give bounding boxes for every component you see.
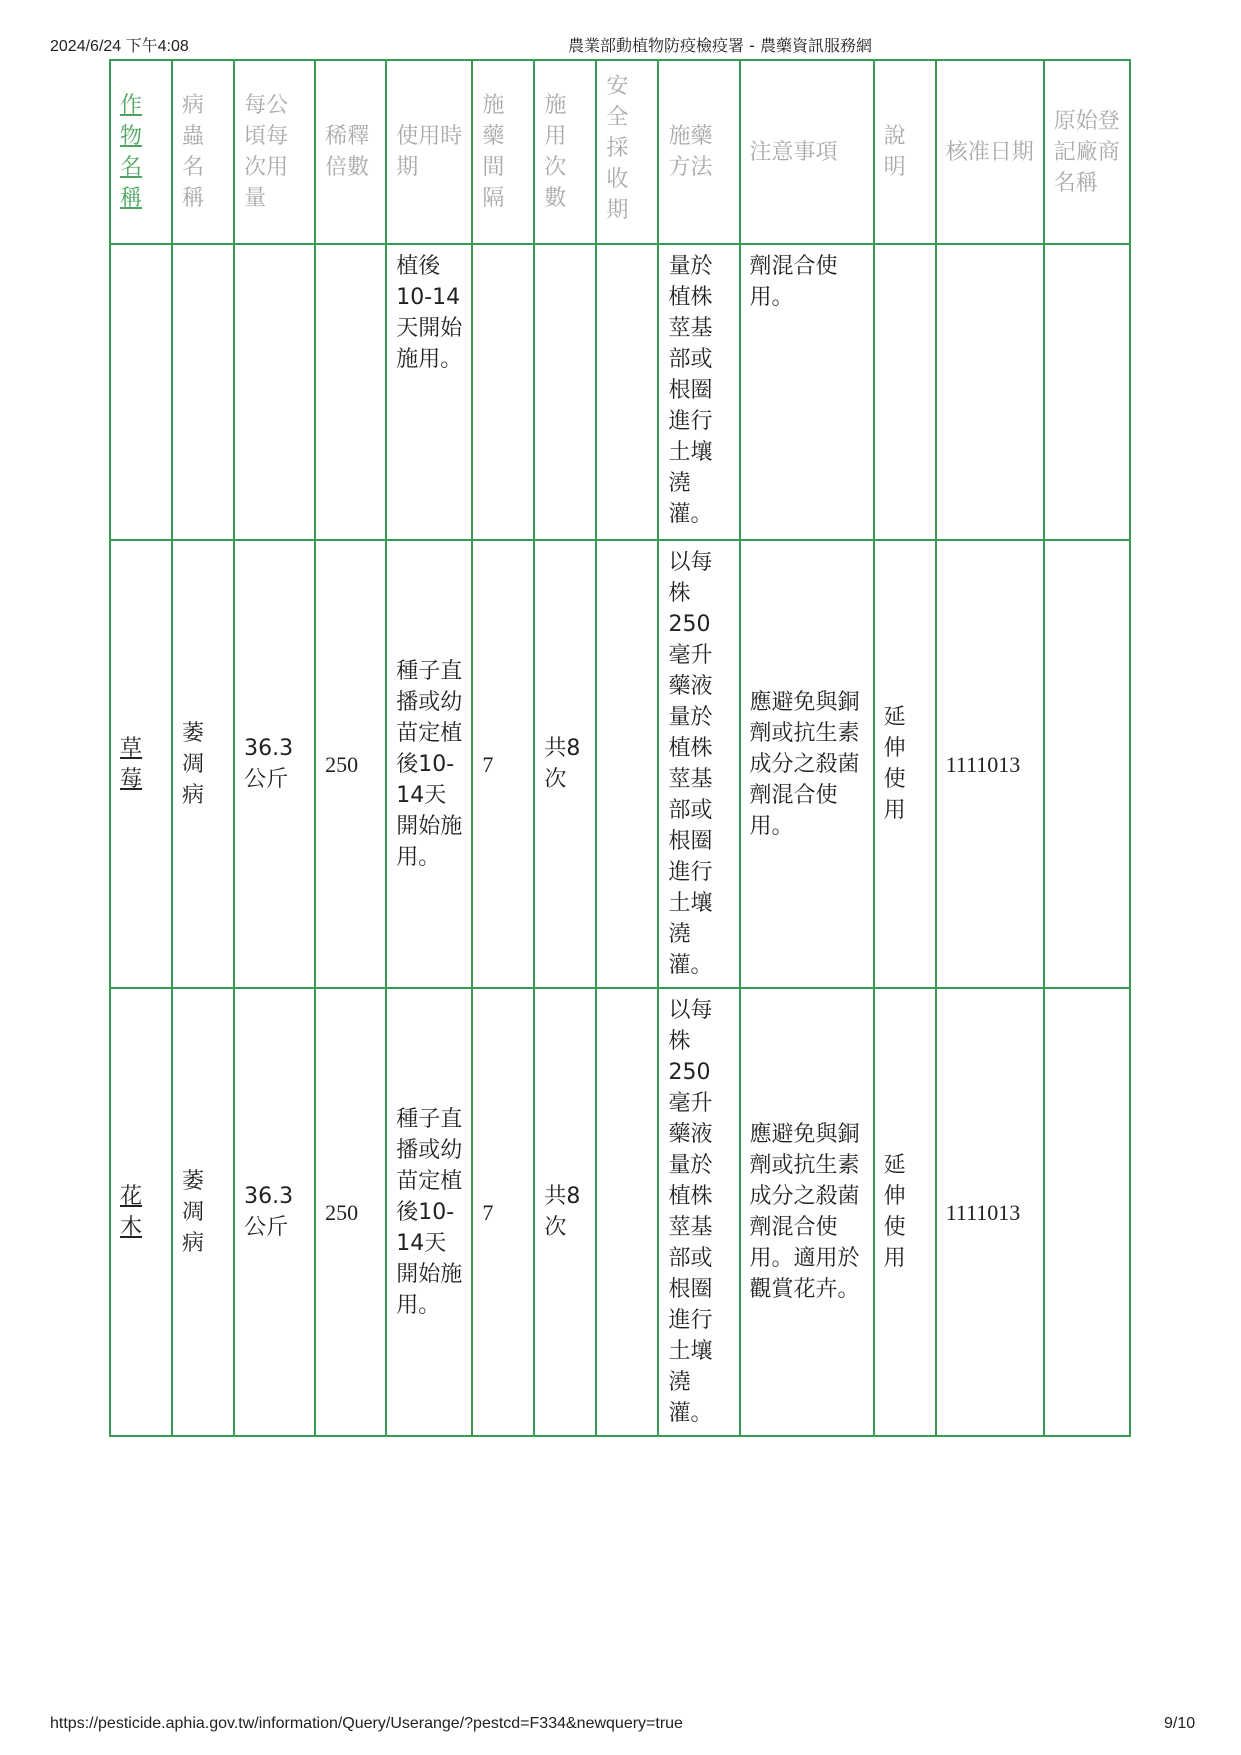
cell-notes: 應避免與銅劑或抗生素成分之殺菌劑混合使用。 [740,540,874,988]
cell-dilution: 250 [315,988,386,1436]
cell-method: 量於植株莖基部或根圈進行土壤澆灌。 [658,244,739,540]
print-datetime: 2024/6/24 下午4:08 [50,38,189,55]
cell-dilution: 250 [315,540,386,988]
header-remark: 說明 [874,60,936,244]
cell-times: 共8次 [534,540,596,988]
header-times: 施用次數 [534,60,596,244]
cell-times: 共8次 [534,988,596,1436]
table-header-row [110,60,1130,244]
cell-pest: 萎凋病 [172,540,234,988]
cell-crop [110,244,172,540]
cell-approval-date [936,244,1044,540]
cell-crop[interactable] [110,540,172,988]
cell-dose: 36.3公斤 [234,988,315,1436]
header-notes: 注意事項 [740,60,874,244]
table-row [110,988,1130,1436]
table-row-continued [110,244,1130,540]
cell-interval: 7 [472,540,534,988]
cell-pest [172,244,234,540]
header-approval-date: 核准日期 [936,60,1044,244]
cell-method: 以每株250毫升藥液量於植株莖基部或根圈進行土壤澆灌。 [658,540,739,988]
header-method: 施藥方法 [658,60,739,244]
print-footer [0,1712,1241,1736]
crop-link[interactable]: 草莓 [120,736,143,792]
cell-interval [472,244,534,540]
cell-registrant [1044,244,1130,540]
header-dose: 每公頃每次用量 [234,60,315,244]
cell-safe-harvest [596,988,658,1436]
header-safe-harvest: 安全採收期 [596,60,658,244]
cell-remark [874,244,936,540]
cell-dose: 36.3公斤 [234,540,315,988]
cell-registrant [1044,988,1130,1436]
cell-registrant [1044,540,1130,988]
print-header [0,30,1241,54]
print-url: https://pesticide.aphia.gov.tw/information/Query/Userange/?pestcd=F334&newquery=true [50,1715,683,1732]
cell-dilution [315,244,386,540]
header-interval: 施藥間隔 [472,60,534,244]
cell-notes: 應避免與銅劑或抗生素成分之殺菌劑混合使用。適用於觀賞花卉。 [740,988,874,1436]
header-pest-name: 病蟲名稱 [172,60,234,244]
cell-safe-harvest [596,244,658,540]
cell-interval: 7 [472,988,534,1436]
cell-method: 以每株250毫升藥液量於植株莖基部或根圈進行土壤澆灌。 [658,988,739,1436]
page-number: 9/10 [1164,1715,1196,1732]
header-registrant: 原始登記廠商名稱 [1044,60,1130,244]
header-timing: 使用時期 [386,60,472,244]
usage-table [109,59,1131,1437]
cell-timing: 種子直播或幼苗定植後10-14天開始施用。 [386,988,472,1436]
cell-times [534,244,596,540]
cell-approval-date: 1111013 [936,988,1044,1436]
cell-timing: 種子直播或幼苗定植後10-14天開始施用。 [386,540,472,988]
cell-pest: 萎凋病 [172,988,234,1436]
print-page-title: 農業部動植物防疫檢疫署 - 農藥資訊服務網 [568,36,872,55]
crop-link[interactable]: 花木 [120,1184,143,1240]
cell-timing: 植後10-14天開始施用。 [386,244,472,540]
cell-crop[interactable] [110,988,172,1436]
table-row [110,540,1130,988]
cell-approval-date: 1111013 [936,540,1044,988]
header-crop-name[interactable]: 作物名稱 [110,60,172,244]
header-dilution: 稀釋倍數 [315,60,386,244]
cell-remark: 延伸使用 [874,988,936,1436]
cell-dose [234,244,315,540]
cell-notes: 劑混合使用。 [740,244,874,540]
cell-remark: 延伸使用 [874,540,936,988]
cell-safe-harvest [596,540,658,988]
